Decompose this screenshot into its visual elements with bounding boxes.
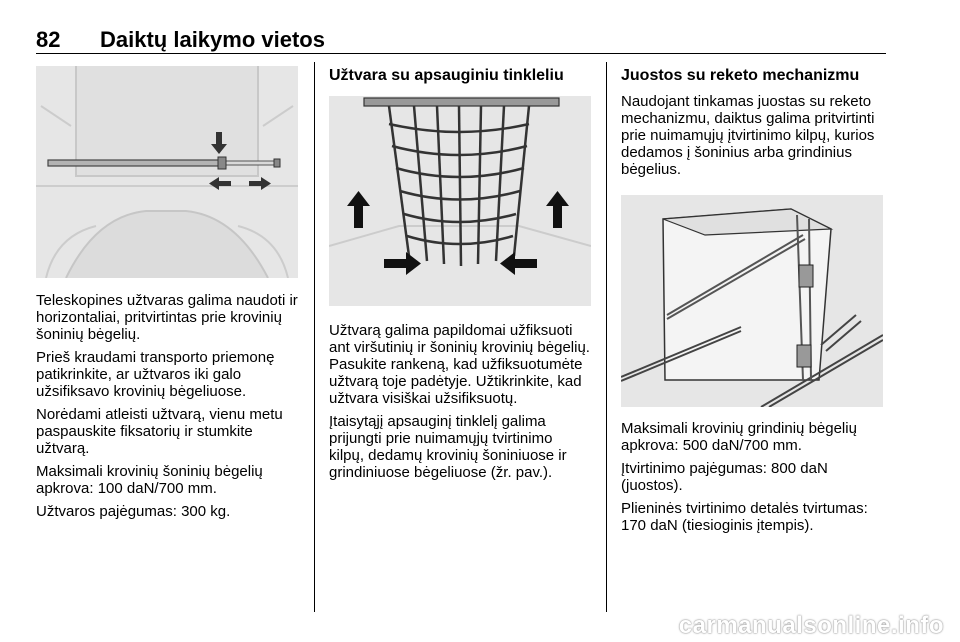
column-3-text xyxy=(621,420,883,540)
chapter-title: Daiktų laikymo vietos xyxy=(100,27,325,52)
column-2-text xyxy=(329,322,591,487)
paragraph: Norėdami atleisti užtvarą, vienu metu paspauskite fiksatorių ir stumkite užtvarą. xyxy=(36,406,283,457)
paragraph: Maksimali krovinių šoninių bėgelių apkrova: 100 daN/700 mm. xyxy=(36,463,263,497)
column-divider-1 xyxy=(314,62,315,612)
ratchet-strap-figure xyxy=(621,195,883,407)
telescopic-bar-illustration xyxy=(36,66,298,278)
intro-paragraph: Naudojant tinkamas juostas su reketo mechanizmu, daiktus galima pritvirtinti prie nuimamųjų įtvirtinimo kilpų, kurios dedamos į šoninius arba grindinius bėgelius. xyxy=(621,93,875,178)
header-rule xyxy=(36,53,886,54)
page-number: 82 xyxy=(36,27,61,52)
column-divider-2 xyxy=(606,62,607,612)
column-1-text xyxy=(36,292,298,526)
paragraph: Plieninės tvirtinimo detalės tvirtumas: 170 daN (tiesioginis įtempis). xyxy=(621,500,868,534)
safety-net-illustration xyxy=(329,96,591,306)
safety-net-figure xyxy=(329,96,591,306)
paragraph: Įtvirtinimo pajėgumas: 800 daN (juostos). xyxy=(621,460,828,494)
paragraph: Maksimali krovinių grindinių bėgelių apkrova: 500 daN/700 mm. xyxy=(621,420,857,454)
paragraph: Teleskopines užtvaras galima naudoti ir horizontaliai, pritvirtintas prie krovinių šoninių bėgelių. xyxy=(36,292,298,343)
ratchet-strap-box-illustration xyxy=(621,195,883,407)
watermark: carmanualsonline.info xyxy=(678,612,944,639)
telescopic-bar-figure xyxy=(36,66,298,278)
paragraph: Užtvaros pajėgumas: 300 kg. xyxy=(36,503,231,520)
section-heading: Užtvara su apsauginiu tinkleliu xyxy=(329,67,564,84)
column-2-heading-box xyxy=(329,66,591,85)
paragraph: Prieš kraudami transporto priemonę patikrinkite, ar užtvaros iki galo užsifiksavo krovinių bėgeliuose. xyxy=(36,349,275,400)
paragraph: Užtvarą galima papildomai užfiksuoti ant viršutinių ir šoninių krovinių bėgelių. Pasukite rankeną, kad užfiksuotumėte užtvarą toje padėtyje. Užtikrinkite, kad užtvara visiškai užsifiksuotų. xyxy=(329,322,590,407)
page-header xyxy=(36,27,886,53)
section-heading: Juostos su reketo mechanizmu xyxy=(621,67,860,84)
column-3-heading-box xyxy=(621,66,883,184)
paragraph: Įtaisytąjį apsauginį tinklelį galima prijungti prie nuimamųjų tvirtinimo kilpų, dedamų krovinių šoniniuose ir grindiniuose bėgeliuose (žr. pav.). xyxy=(329,413,567,481)
